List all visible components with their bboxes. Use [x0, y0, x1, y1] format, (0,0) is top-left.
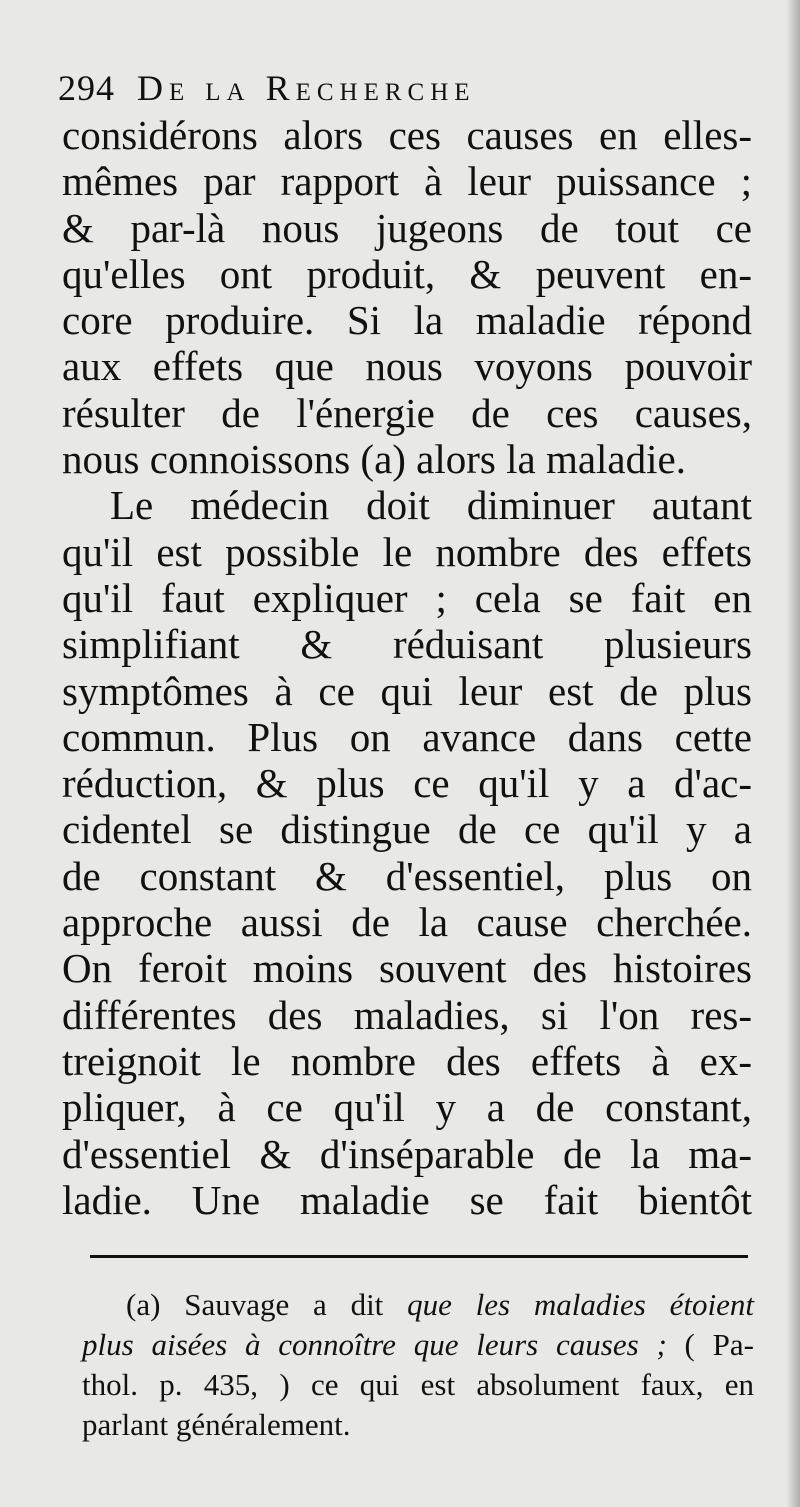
- paragraph-start-line: Le médecin doit diminuer autant: [110, 482, 752, 529]
- footnote-quote: que les maladies étoient: [407, 1287, 754, 1322]
- text-line: différentes des maladies, si l'on res-: [62, 991, 752, 1038]
- text-line: mêmes par rapport à leur puissance ;: [62, 158, 752, 205]
- running-title: De la Recherche: [137, 68, 476, 108]
- footnote: [82, 1285, 754, 1445]
- text-line: réduction, & plus ce qu'il y a d'ac-: [62, 760, 752, 807]
- text-line: ladie. Une maladie se fait bientôt: [62, 1176, 752, 1223]
- page-number: 294: [58, 68, 115, 108]
- text-line: cidentel se distingue de ce qu'il y a: [62, 806, 752, 853]
- footnote-line: [82, 1325, 754, 1365]
- text-line: qu'elles ont produit, & peuvent en-: [62, 250, 752, 297]
- footnote-line: [82, 1285, 754, 1325]
- text-line: simplifiant & réduisant plusieurs: [62, 621, 752, 668]
- footnote-divider: [90, 1255, 748, 1258]
- text-line: qu'il faut expliquer ; cela se fait en: [62, 574, 752, 621]
- text-line: symptômes à ce qui leur est de plus: [62, 667, 752, 714]
- footnote-text: ( Pa-: [666, 1327, 754, 1362]
- text-line: treignoit le nombre des effets à ex-: [62, 1037, 752, 1084]
- text-line: approche aussi de la cause cherchée.: [62, 899, 752, 946]
- footnote-line: parlant généralement.: [82, 1407, 351, 1442]
- text-line: de constant & d'essentiel, plus on: [62, 852, 752, 899]
- text-line: aux effets que nous voyons pouvoir: [62, 343, 752, 390]
- running-header: [58, 64, 698, 112]
- text-line: & par-là nous jugeons de tout ce: [62, 204, 752, 251]
- text-line: d'essentiel & d'inséparable de la ma-: [62, 1130, 752, 1177]
- text-line: résulter de l'énergie de ces causes,: [62, 389, 752, 436]
- footnote-quote: plus aisées à connoître que leurs causes ;: [82, 1327, 667, 1362]
- text-line: nous connoissons (a) alors la maladie.: [62, 436, 686, 483]
- text-line: commun. Plus on avance dans cette: [62, 713, 752, 760]
- text-line: qu'il est possible le nombre des effets: [62, 528, 752, 575]
- text-line: core produire. Si la maladie répond: [62, 297, 752, 344]
- footnote-line: thol. p. 435, ) ce qui est absolument faux, en: [82, 1367, 754, 1402]
- footnote-text: (a) Sauvage a dit: [126, 1287, 408, 1322]
- text-line: On feroit moins souvent des histoires: [62, 945, 752, 992]
- text-line: pliquer, à ce qu'il y a de constant,: [62, 1084, 752, 1131]
- text-line: considérons alors ces causes en elles-: [62, 112, 752, 158]
- main-text: [62, 112, 752, 1223]
